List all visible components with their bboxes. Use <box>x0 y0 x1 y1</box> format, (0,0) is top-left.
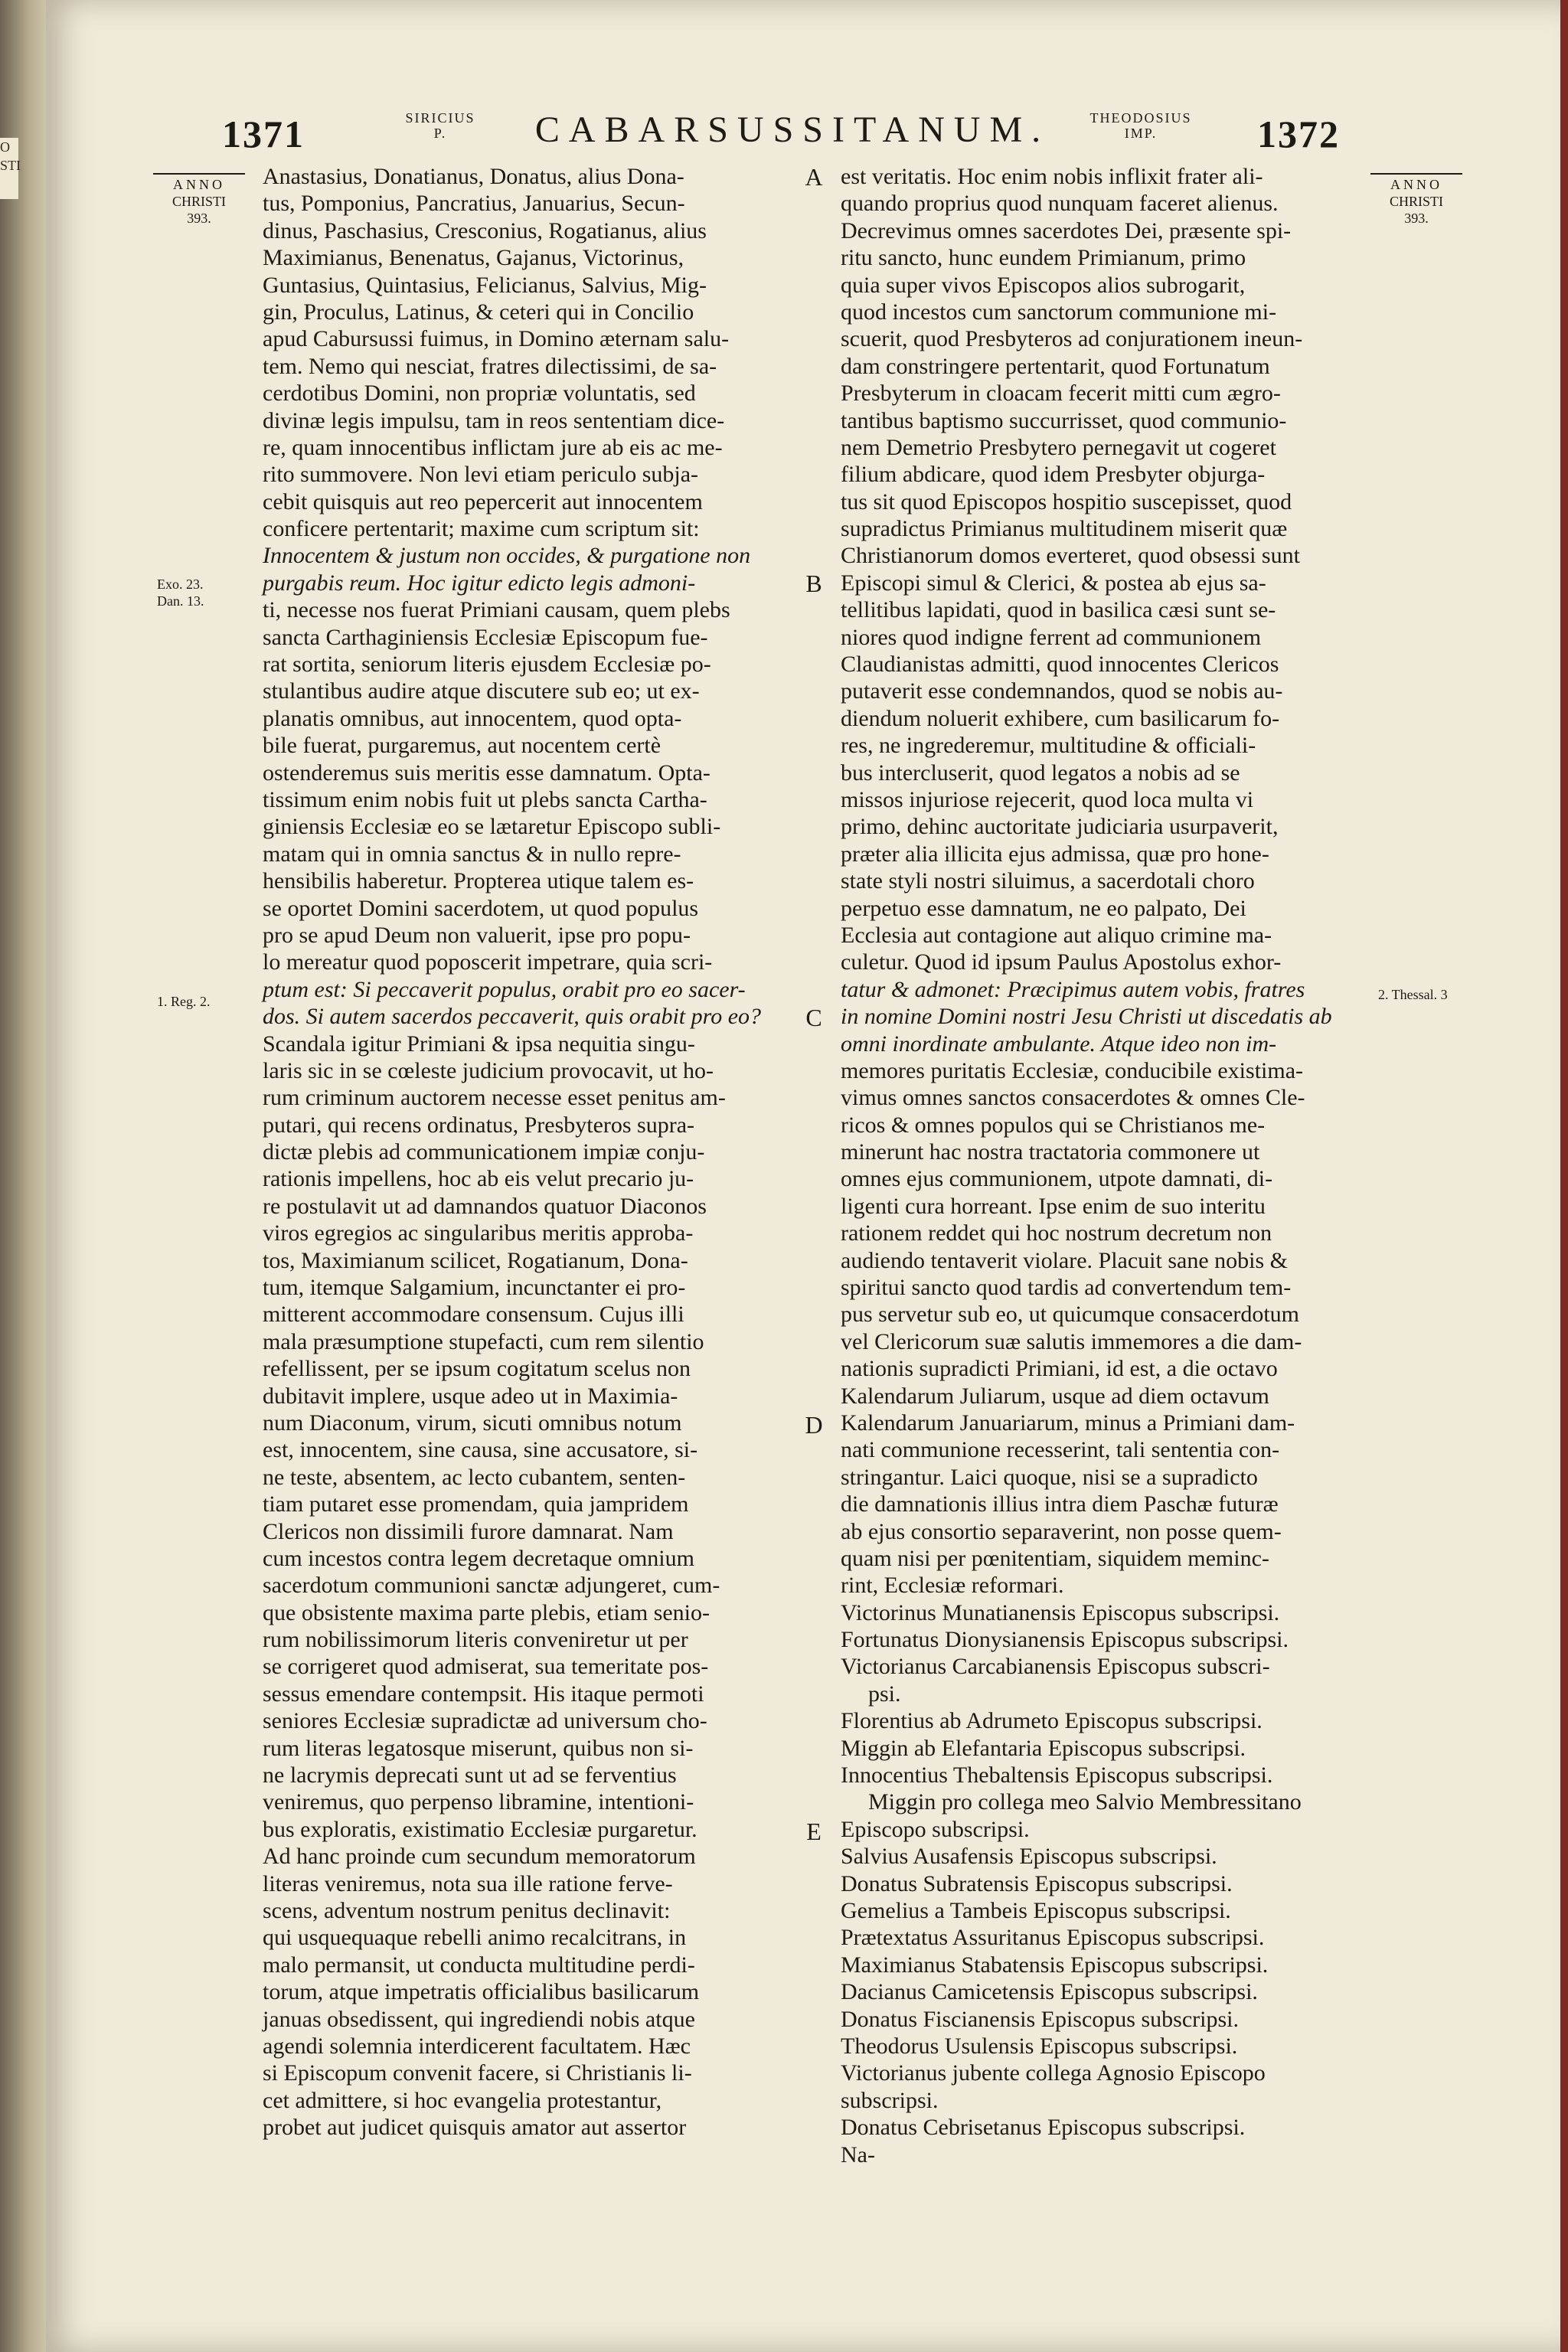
text-line: rationem reddet qui hoc nostrum decretum non <box>841 1220 1272 1246</box>
text-line: Innocentius Thebaltensis Episcopus subscripsi. <box>841 1762 1273 1788</box>
section-letter-d: D <box>805 1411 823 1439</box>
text-line: Claudianistas admitti, quod innocentes Clericos <box>841 652 1279 678</box>
text-line: dam constringere pertentarit, quod Fortunatum <box>841 353 1270 379</box>
text-line: mala præsumptione stupefacti, cum rem silentio <box>263 1328 704 1354</box>
text-line: ritu sancto, hunc eundem Primianum, primo <box>841 245 1246 271</box>
text-line: bus exploratis, existimatio Ecclesiæ purgaretur. <box>263 1816 697 1842</box>
text-line: diendum noluerit exhibere, cum basilicarum fo- <box>841 705 1280 731</box>
text-line: se oportet Domini sacerdotem, ut quod populus <box>263 895 699 921</box>
text-line: res, ne ingrederemur, multitudine & officiali- <box>841 733 1256 759</box>
text-line: Donatus Fiscianensis Episcopus subscripsi. <box>841 2006 1239 2032</box>
text-line: quod incestos cum sanctorum communione mi- <box>841 299 1277 325</box>
text-line: Salvius Ausafensis Episcopus subscripsi. <box>841 1844 1217 1870</box>
text-line: Anastasius, Donatianus, Donatus, alius Dona- <box>263 164 684 189</box>
text-line: re, quam innocentibus inflictam jure ab eis ac me- <box>263 434 723 460</box>
text-line: agendi solemnia interdicerent facultatem. Hæc <box>263 2033 691 2059</box>
text-line: apud Cabursussi fuimus, in Domino æternam salu- <box>263 326 730 352</box>
text-line: Clericos non dissimili furore damnarat. Nam <box>263 1518 674 1544</box>
text-line: est, innocentem, sine causa, sine accusatore, si- <box>263 1437 698 1463</box>
text-line: perpetuo esse damnatum, ne eo palpato, Dei <box>841 895 1246 921</box>
text-line: Ecclesia aut contagione aut aliquo crimine ma- <box>841 922 1272 948</box>
text-line: filium abdicare, quod idem Presbyter objurga- <box>841 462 1266 488</box>
text-line: supradictus Primianus multitudinem miserit quæ <box>841 516 1288 542</box>
text-line: seniores Ecclesiæ supradictæ ad universum cho- <box>263 1708 707 1734</box>
text-line: tantibus baptismo succurrisset, quod communio- <box>841 407 1287 433</box>
text-line: tum, itemque Salgamium, incunctanter ei pro- <box>263 1275 686 1301</box>
text-line: ptum est: Si peccaverit populus, orabit pro eo sacer- <box>263 976 746 1002</box>
text-line: Kalendarum Juliarum, usque ad diem octavum <box>841 1383 1269 1409</box>
text-line: giniensis Ecclesiæ eo se lætaretur Episcopo subli- <box>263 814 721 840</box>
text-line: die damnationis illius intra diem Paschæ futuræ <box>841 1491 1279 1517</box>
text-line: dubitavit implere, usque adeo ut in Maximia- <box>263 1383 678 1409</box>
text-line: ligenti cura horreant. Ipse enim de suo interitu <box>841 1193 1266 1219</box>
text-line: Victorinus Munatianensis Episcopus subscripsi. <box>841 1599 1280 1625</box>
text-line: conficere pertentarit; maxime cum scriptum sit: <box>263 516 700 542</box>
text-line: Innocentem & justum non occides, & purgatione non <box>263 543 751 569</box>
text-line: Ad hanc proinde cum secundum memoratorum <box>263 1844 696 1870</box>
text-line: Na- <box>841 2141 875 2167</box>
text-line: bus intercluserit, quod legatos a nobis ad se <box>841 760 1240 786</box>
text-line: tus, Pomponius, Pancratius, Januarius, Secun- <box>263 191 685 217</box>
year-rule <box>153 173 245 175</box>
text-line: tem. Nemo qui nesciat, fratres dilectissimi, de sa- <box>263 353 717 379</box>
left-year-note <box>153 173 245 227</box>
text-line: præter alia illicita ejus admissa, quæ pro hone- <box>841 841 1269 867</box>
year-note-line: 393. <box>187 211 211 226</box>
text-line: Gemelius a Tambeis Episcopus subscripsi. <box>841 1898 1231 1923</box>
text-line: Decrevimus omnes sacerdotes Dei, præsente spi- <box>841 217 1292 243</box>
margin-note-thessalonians: 2. Thessal. 3 <box>1378 987 1448 1002</box>
text-line: niores quod indigne ferrent ad communionem <box>841 624 1262 650</box>
text-line: stulantibus audire atque discutere sub eo; ut ex- <box>263 678 700 704</box>
text-line: divinæ legis impulsu, tam in reos sententiam dice- <box>263 407 725 433</box>
text-line: est veritatis. Hoc enim nobis inflixit frater ali- <box>841 164 1263 189</box>
text-line: memores puritatis Ecclesiæ, conducibile existima- <box>841 1057 1303 1083</box>
text-line: qui usquequaque rebelli animo recalcitrans, in <box>263 1925 687 1951</box>
text-line: Miggin ab Elefantaria Episcopus subscripsi. <box>841 1735 1246 1761</box>
text-line: laris sic in se cœleste judicium provocavit, ut ho- <box>263 1057 714 1083</box>
text-line: ostenderemus suis meritis esse damnatum. Opta- <box>263 760 710 786</box>
text-line: Donatus Subratensis Episcopus subscripsi. <box>841 1870 1233 1896</box>
left-runner-line: SIRICIUS <box>405 110 475 126</box>
text-line: que obsistente maxima parte plebis, etiam senio- <box>263 1599 710 1625</box>
text-line: cet admittere, si hoc evangelia protestantur, <box>263 2087 662 2113</box>
text-line: ne lacrymis deprecati sunt ut ad se ferventius <box>263 1762 677 1788</box>
year-note-line: ANNO <box>1390 177 1442 192</box>
text-line: ne teste, absentem, ac lecto cubantem, senten- <box>263 1464 686 1490</box>
text-line: cebit quisquis aut reo pepercerit aut innocentem <box>263 488 703 514</box>
year-rule <box>1370 173 1462 175</box>
text-line: dos. Si autem sacerdos peccaverit, quis orabit pro eo? <box>263 1004 762 1030</box>
text-line: minerunt hac nostra tractatoria commonere ut <box>841 1139 1260 1165</box>
text-line: putaverit esse condemnandos, quod se nobis au- <box>841 678 1283 704</box>
text-line: tus sit quod Episcopos hospitio suscepisset, quod <box>841 488 1292 514</box>
right-runner-line: IMP. <box>1124 126 1158 141</box>
page-edge <box>1560 0 1568 2352</box>
text-line: vimus omnes sanctos consacerdotes & omnes Cle- <box>841 1085 1305 1111</box>
text-line: subscripsi. <box>841 2087 939 2113</box>
margin-note-kings: 1. Reg. 2. <box>157 994 211 1009</box>
text-line: lo mereatur quod poposcerit impetrare, quia scri- <box>263 949 713 975</box>
text-line: pro se apud Deum non valuerit, ipse pro popu- <box>263 922 691 948</box>
right-runner-line: THEODOSIUS <box>1089 110 1192 126</box>
left-text-column <box>263 163 799 2141</box>
text-line: state styli nostri siluimus, a sacerdotali choro <box>841 868 1255 894</box>
text-line: Victorianus Carcabianensis Episcopus subscri- <box>841 1654 1270 1680</box>
text-line: rat sortita, seniorum literis ejusdem Ecclesiæ po- <box>263 652 711 678</box>
text-line: ab ejus consortio separaverint, non posse quem- <box>841 1518 1282 1544</box>
text-line: sancta Carthaginiensis Ecclesiæ Episcopum fue- <box>263 624 708 650</box>
text-line: Maximianus Stabatensis Episcopus subscripsi. <box>841 1952 1269 1978</box>
text-line: viros egregios ac singularibus meritis approba- <box>263 1220 694 1246</box>
text-line: rum criminum auctorem necesse esset penitus am- <box>263 1085 726 1111</box>
text-line: sessus emendare contempsit. His itaque permoti <box>263 1681 704 1707</box>
left-page-number: 1371 <box>222 113 305 155</box>
text-line: scuerit, quod Presbyteros ad conjurationem ineun- <box>841 326 1303 352</box>
text-line: quam nisi per pœnitentiam, siquidem meminc- <box>841 1545 1269 1571</box>
text-line: tiam putaret esse promendam, quia jampridem <box>263 1491 689 1517</box>
text-line: tellitibus lapidati, quod in basilica cæsi sunt se- <box>841 597 1276 623</box>
text-line: re postulavit ut ad damnandos quatuor Diaconos <box>263 1193 707 1219</box>
text-line: sacerdotum communioni sanctæ adjungeret, cum- <box>263 1573 720 1599</box>
page-header <box>222 106 1340 167</box>
text-line: nem Demetrio Presbytero pernegavit ut cogeret <box>841 434 1276 460</box>
text-line: cum incestos contra legem decretaque omnium <box>263 1545 694 1571</box>
right-page-number: 1372 <box>1257 113 1340 155</box>
text-line: gin, Proculus, Latinus, & ceteri qui in Concilio <box>263 299 694 325</box>
text-line: quia super vivos Episcopos alios subrogarit, <box>841 272 1246 298</box>
text-line: rint, Ecclesiæ reformari. <box>841 1573 1064 1599</box>
text-line: Guntasius, Quintasius, Felicianus, Salvius, Mig- <box>263 272 707 298</box>
text-line: omni inordinate ambulante. Atque ideo non im- <box>841 1031 1277 1057</box>
text-line: purgabis reum. Hoc igitur edicto legis admoni- <box>263 570 696 596</box>
text-line: matam qui in omnia sanctus & in nullo repre- <box>263 841 681 867</box>
text-line: nati communione recesserint, tali sententia con- <box>841 1437 1280 1463</box>
text-line: dinus, Paschasius, Cresconius, Rogatianus, alius <box>263 217 707 243</box>
text-line: veniremus, quo perpenso libramine, intentioni- <box>263 1789 694 1815</box>
text-line: Donatus Cebrisetanus Episcopus subscripsi. <box>841 2115 1246 2141</box>
text-line: hensibilis haberetur. Propterea utique talem es- <box>263 868 694 894</box>
text-line: tissimum enim nobis fuit ut plebs sancta Cartha- <box>263 786 707 812</box>
text-line: Florentius ab Adrumeto Episcopus subscripsi. <box>841 1708 1263 1734</box>
text-line: literas veniremus, nota sua ille ratione ferve- <box>263 1870 673 1896</box>
text-line: Kalendarum Januariarum, minus a Primiani dam- <box>841 1410 1295 1436</box>
text-line: malo permansit, ut conducta multitudine perdi- <box>263 1952 695 1978</box>
text-line: pus servetur sub eo, ut quicumque consacerdotum <box>841 1302 1300 1328</box>
year-note-line: CHRISTI <box>172 194 226 209</box>
year-note-line: CHRISTI <box>1389 194 1443 209</box>
text-line: Theodorus Usulensis Episcopus subscripsi. <box>841 2033 1238 2059</box>
left-running-head <box>402 110 479 141</box>
text-line: Episcopi simul & Clerici, & postea ab ejus sa- <box>841 570 1266 596</box>
section-letter-e: E <box>806 1818 822 1845</box>
text-line: omnes ejus communionem, utpote damnati, di- <box>841 1166 1273 1192</box>
text-line: Presbyterum in cloacam fecerit mitti cum ægro- <box>841 381 1281 407</box>
section-letter-b: B <box>805 570 822 597</box>
text-line: stringantur. Laici quoque, nisi se a supradicto <box>841 1464 1258 1490</box>
text-line: planatis omnibus, aut innocentem, quod opta- <box>263 705 682 731</box>
text-line: Episcopo subscripsi. <box>841 1816 1030 1842</box>
text-line: si Episcopum convenit facere, si Christianis li- <box>263 2060 692 2086</box>
right-running-head <box>1072 110 1210 141</box>
text-line: refellissent, per se ipsum cogitatum scelus non <box>263 1356 691 1382</box>
previous-page-fragment: O STI <box>0 138 18 199</box>
text-line: putari, qui recens ordinatus, Presbyteros supra- <box>263 1112 695 1138</box>
text-line: bile fuerat, purgaremus, aut nocentem certè <box>263 733 662 759</box>
text-line: rationis impellens, hoc ab eis velut precario ju- <box>263 1166 694 1192</box>
text-line: Victorianus jubente collega Agnosio Episcopo <box>841 2060 1266 2086</box>
text-line: tos, Maximianum scilicet, Rogatianum, Dona- <box>263 1247 688 1273</box>
text-line: Christianorum domos everteret, quod obsessi sunt <box>841 543 1300 569</box>
text-line: cerdotibus Domini, non propriæ voluntatis, sed <box>263 381 696 407</box>
text-line: Dacianus Camicetensis Episcopus subscripsi. <box>841 1979 1258 2005</box>
text-line: spiritui sancto quod tardis ad convertendum tem- <box>841 1275 1292 1301</box>
text-line: rito summovere. Non levi etiam periculo subja- <box>263 462 699 488</box>
text-line: psi. <box>868 1681 901 1707</box>
left-runner-line: P. <box>433 126 447 141</box>
text-line: mitterent accommodare consensum. Cujus illi <box>263 1302 684 1328</box>
text-line: torum, atque impetratis officialibus basilicarum <box>263 1979 700 2005</box>
right-text-column <box>841 163 1370 2167</box>
text-line: Prætextatus Assuritanus Episcopus subscripsi. <box>841 1925 1265 1951</box>
section-letter-c: C <box>805 1004 822 1031</box>
text-line: ricos & omnes populos qui se Christianos me- <box>841 1112 1266 1138</box>
text-line: se corrigeret quod admiserat, sua temeritate pos- <box>263 1654 709 1680</box>
text-line: audiendo tentaverit violare. Placuit sane nobis & <box>841 1247 1289 1273</box>
text-line: num Diaconum, virum, sicuti omnibus notum <box>263 1410 682 1436</box>
text-line: Scandala igitur Primiani & ipsa nequitia singu- <box>263 1031 695 1057</box>
text-line: vel Clericorum suæ salutis immemores a die dam- <box>841 1328 1302 1354</box>
text-line: Fortunatus Dionysianensis Episcopus subscripsi. <box>841 1627 1289 1653</box>
text-line: in nomine Domini nostri Jesu Christi ut discedatis ab <box>841 1004 1332 1030</box>
text-line: dictæ plebis ad communicationem impiæ conju- <box>263 1139 705 1165</box>
text-line: culetur. Quod id ipsum Paulus Apostolus exhor- <box>841 949 1282 975</box>
text-line: quando proprius quod nunquam faceret alienus. <box>841 191 1279 217</box>
year-note-line: 393. <box>1404 211 1429 226</box>
section-letter-a: A <box>805 163 823 191</box>
text-line: rum nobilissimorum literis conveniretur ut per <box>263 1627 688 1653</box>
text-line: januas obsedissent, qui ingrediendi nobis atque <box>263 2006 695 2032</box>
right-year-note <box>1370 173 1462 227</box>
text-line: ti, necesse nos fuerat Primiani causam, quem plebs <box>263 597 730 623</box>
text-line: rum literas legatosque miserunt, quibus non si- <box>263 1735 694 1761</box>
text-line: Miggin pro collega meo Salvio Membressitano <box>868 1789 1302 1815</box>
text-line: scens, adventum nostrum penitus declinavit: <box>263 1898 671 1923</box>
text-line: tatur & admonet: Præcipimus autem vobis, fratres <box>841 976 1305 1002</box>
text-line: primo, dehinc auctoritate judiciaria usurpaverit, <box>841 814 1279 840</box>
text-line: Maximianus, Benenatus, Gajanus, Victorinus, <box>263 245 684 271</box>
text-line: missos injuriose rejecerit, quod loca multa vi <box>841 786 1254 812</box>
text-line: nationis supradicti Primiani, id est, a die octavo <box>841 1356 1278 1382</box>
margin-note-exodus: Exo. 23. Dan. 13. <box>157 577 204 609</box>
year-note-line: ANNO <box>173 177 225 192</box>
text-line: probet aut judicet quisquis amator aut assertor <box>263 2115 687 2141</box>
page-title: CABARSUSSITANUM. <box>534 109 1050 150</box>
